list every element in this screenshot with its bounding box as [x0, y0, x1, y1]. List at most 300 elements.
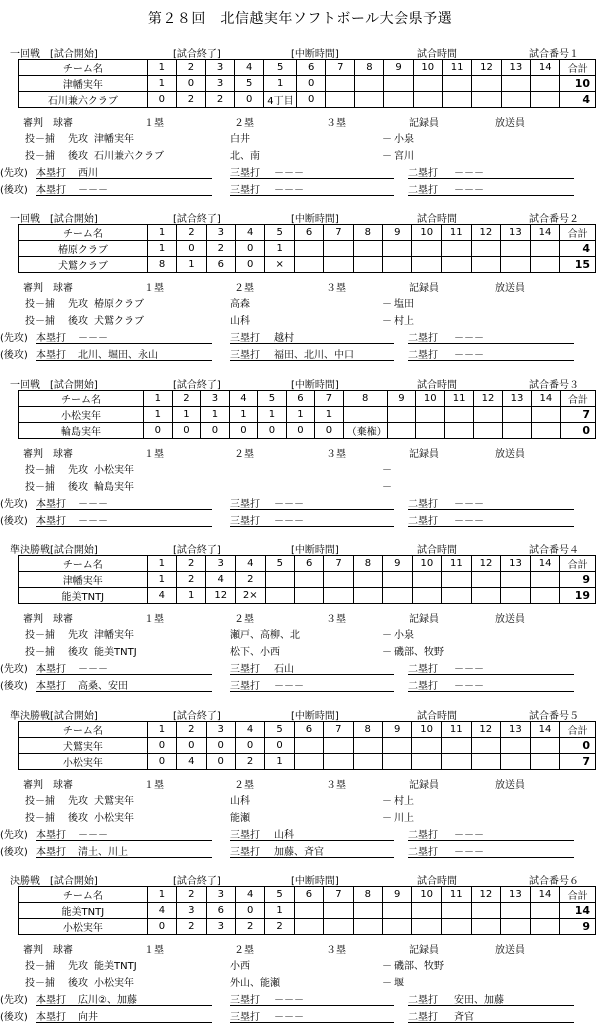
inning-score: [326, 92, 355, 108]
game-block: [0, 706, 596, 868]
team-score-row: [19, 241, 596, 257]
inning-header: 11: [442, 60, 471, 76]
first-catcher: 村上: [394, 796, 414, 807]
inning-header: 5: [265, 556, 294, 572]
inning-score: [471, 919, 501, 935]
first-pitchers: 白井: [230, 134, 250, 145]
inning-header: 1: [144, 391, 173, 407]
inning-score: 3: [206, 919, 235, 935]
inning-score: [382, 738, 411, 754]
team-score-row: [19, 903, 596, 919]
inning-score: [530, 257, 560, 273]
inning-score: [382, 754, 411, 770]
inning-score: [353, 241, 382, 257]
umpire-row: [6, 776, 596, 791]
game-block: [0, 44, 596, 206]
game-number: 試合番号３: [529, 380, 579, 391]
inning-score: [471, 588, 501, 604]
inning-header: 13: [501, 225, 531, 241]
team-name: 津幡実年: [19, 572, 148, 588]
triple-label: 三塁打: [230, 681, 260, 692]
inning-score: [413, 92, 442, 108]
duration-label: 試合時間: [417, 380, 457, 391]
total-header: 合計: [560, 225, 596, 241]
home-run-label: 本塁打: [36, 830, 66, 841]
inning-score: [442, 257, 472, 273]
inning-header: 6: [294, 887, 323, 903]
team-score-row: [19, 423, 596, 439]
double-label: 二塁打: [408, 847, 438, 858]
inning-score: [531, 76, 560, 92]
second-pitchers: 松下、小西: [230, 647, 280, 658]
total-header: 合計: [560, 887, 596, 903]
inning-score: 1: [147, 572, 176, 588]
end-label: [試合終了]: [173, 545, 221, 556]
announcer-label: 放送員: [495, 283, 525, 294]
second-doubles: 斉官: [454, 1012, 474, 1023]
second-doubles: －－－: [454, 350, 484, 361]
battery-dash: －: [382, 630, 392, 641]
second-triples: 福田、北川、中口: [274, 350, 354, 361]
inning-score: [442, 588, 472, 604]
second-catcher: 堰: [394, 978, 404, 989]
recorder-label: 記録員: [409, 945, 439, 956]
second-team-name: 小松実年: [94, 978, 134, 989]
base1-label: １塁: [144, 780, 164, 791]
inning-score: 1: [147, 76, 176, 92]
inning-score: [294, 919, 323, 935]
team-name: 犬鷲実年: [19, 738, 148, 754]
inning-score: 0: [147, 738, 176, 754]
inning-score: [382, 919, 411, 935]
battery-label: 投－捕: [25, 299, 55, 310]
triple-label: 三塁打: [230, 830, 260, 841]
inning-header: 12: [471, 722, 501, 738]
underline: [408, 178, 574, 179]
underline: [408, 1022, 574, 1023]
end-label: [試合終了]: [173, 49, 221, 60]
battery-label: 投－捕: [25, 316, 55, 327]
game-number: 試合番号２: [529, 214, 579, 225]
inning-score: （棄権）: [343, 423, 387, 439]
team-total: 19: [560, 588, 596, 604]
inning-score: [294, 903, 323, 919]
home-run-label: 本塁打: [36, 168, 66, 179]
inning-score: [353, 903, 382, 919]
inning-score: [531, 407, 560, 423]
base3-label: ３塁: [326, 283, 346, 294]
duration-label: 試合時間: [417, 711, 457, 722]
inning-header: 9: [382, 722, 411, 738]
inning-score: [412, 754, 442, 770]
first-home-runs: －－－: [78, 664, 108, 675]
inning-score: ×: [265, 257, 294, 273]
start-label: [試合開始]: [50, 545, 98, 556]
base2-label: ２塁: [234, 780, 254, 791]
inning-score: [530, 903, 560, 919]
start-label: [試合開始]: [50, 214, 98, 225]
inning-score: 0: [147, 919, 176, 935]
announcer-label: 放送員: [495, 780, 525, 791]
first-team-name: 小松実年: [94, 465, 134, 476]
team-name: 小松実年: [19, 407, 144, 423]
team-score-row: [19, 572, 596, 588]
second-home-runs: 清土、川上: [78, 847, 128, 858]
inning-score: [324, 754, 353, 770]
inning-header: 3: [201, 391, 230, 407]
base2-label: ２塁: [234, 118, 254, 129]
umpire-row: [6, 445, 596, 460]
inning-header: 4: [235, 60, 264, 76]
second-team-name: 能美TNTJ: [94, 647, 137, 658]
inning-header: 3: [206, 225, 235, 241]
double-label: 二塁打: [408, 830, 438, 841]
end-label: [試合終了]: [173, 876, 221, 887]
team-total: 7: [560, 754, 596, 770]
battery-dash: －: [382, 978, 392, 989]
inning-score: [530, 754, 560, 770]
base3-label: ３塁: [326, 614, 346, 625]
second-pitchers: 能瀬: [230, 813, 250, 824]
underline: [36, 840, 212, 841]
first-triples: －－－: [274, 995, 304, 1006]
double-label: 二塁打: [408, 350, 438, 361]
inning-score: 0: [258, 423, 287, 439]
home-run-label: 本塁打: [36, 350, 66, 361]
inning-score: [353, 919, 382, 935]
inning-score: [501, 572, 531, 588]
inning-score: 2: [176, 92, 205, 108]
battery-label: 投－捕: [25, 813, 55, 824]
inning-score: [324, 588, 353, 604]
underline: [230, 1005, 394, 1006]
inning-score: 0: [297, 92, 326, 108]
inning-score: [501, 754, 531, 770]
team-name: 犬鷲クラブ: [19, 257, 148, 273]
inning-score: 3: [205, 76, 234, 92]
inning-score: [471, 241, 501, 257]
inning-score: [384, 76, 413, 92]
umpire-row: [6, 279, 596, 294]
inning-score: 0: [236, 257, 265, 273]
first-attack-label: 先攻: [68, 796, 88, 807]
game-block: [0, 209, 596, 371]
umpire-label: 審判 球審: [23, 449, 73, 460]
game-number: 試合番号５: [529, 711, 579, 722]
battery-first-row: [6, 792, 596, 807]
inning-score: [501, 92, 530, 108]
scoreboard-header-row: [19, 225, 596, 241]
inning-header: 13: [503, 391, 532, 407]
inning-score: [294, 588, 323, 604]
duration-label: 試合時間: [417, 545, 457, 556]
battery-second-row: [6, 643, 596, 658]
first-home-runs: －－－: [78, 333, 108, 344]
base3-label: ３塁: [326, 780, 346, 791]
underline: [408, 195, 574, 196]
base2-label: ２塁: [234, 614, 254, 625]
home-run-label: 本塁打: [36, 664, 66, 675]
battery-dash: －: [382, 961, 392, 972]
inning-score: 4: [206, 572, 236, 588]
inning-score: [471, 903, 501, 919]
game-header: [6, 706, 596, 720]
base2-label: ２塁: [234, 283, 254, 294]
inning-header: 11: [441, 887, 471, 903]
inning-score: 1: [265, 241, 294, 257]
inning-score: 4丁目: [264, 92, 297, 108]
underline: [230, 857, 394, 858]
second-attack-label: 後攻: [68, 482, 88, 493]
round-label: 決勝戦: [10, 876, 40, 887]
inning-score: 1: [177, 588, 206, 604]
inning-header: 10: [416, 391, 445, 407]
base1-label: １塁: [144, 449, 164, 460]
team-total: 4: [560, 241, 596, 257]
inning-score: 4: [177, 754, 206, 770]
underline: [36, 674, 212, 675]
first-doubles: －－－: [454, 830, 484, 841]
first-home-runs: 広川②、加藤: [78, 995, 137, 1006]
inning-score: [324, 919, 353, 935]
second-doubles: －－－: [454, 185, 484, 196]
inning-header: 14: [531, 391, 560, 407]
first-team-name: 津幡実年: [94, 134, 134, 145]
triple-label: 三塁打: [230, 168, 260, 179]
inning-score: [501, 919, 531, 935]
duration-label: 試合時間: [417, 49, 457, 60]
inning-header: 3: [206, 722, 235, 738]
home-run-label: 本塁打: [36, 185, 66, 196]
start-label: [試合開始]: [50, 876, 98, 887]
inning-score: [413, 76, 442, 92]
total-header: 合計: [560, 60, 596, 76]
umpire-label: 審判 球審: [23, 945, 73, 956]
inning-header: 9: [383, 556, 412, 572]
second-attack-label: 後攻: [68, 647, 88, 658]
inning-score: 1: [201, 407, 230, 423]
inning-header: 12: [471, 887, 501, 903]
inning-header: 1: [147, 60, 176, 76]
first-attack-label: 先攻: [68, 465, 88, 476]
inning-score: [353, 588, 382, 604]
team-score-row: [19, 76, 596, 92]
underline: [36, 1022, 212, 1023]
battery-first-row: [6, 130, 596, 145]
underline: [230, 195, 394, 196]
second-home-runs: －－－: [78, 516, 108, 527]
inning-score: 2: [235, 572, 265, 588]
game-header: [6, 44, 596, 58]
round-label: 一回戦: [10, 380, 40, 391]
inning-header: 10: [412, 556, 442, 572]
first-triples: 越村: [274, 333, 294, 344]
underline: [36, 857, 212, 858]
interrupt-label: [中断時間]: [291, 380, 339, 391]
base1-label: １塁: [144, 614, 164, 625]
inning-header: 2: [177, 887, 206, 903]
inning-header: 5: [265, 722, 294, 738]
second-home-runs: 高桑、安田: [78, 681, 128, 692]
duration-label: 試合時間: [417, 876, 457, 887]
first-hits-row: [0, 495, 596, 510]
inning-score: [353, 738, 382, 754]
inning-score: [445, 407, 474, 423]
inning-header: 13: [501, 722, 531, 738]
first-home-runs: 西川: [78, 168, 98, 179]
first-hits-row: [0, 329, 596, 344]
scoreboard-table: [18, 224, 596, 273]
inning-score: [501, 241, 531, 257]
first-tag: (先攻): [0, 499, 28, 510]
second-doubles: －－－: [454, 847, 484, 858]
underline: [408, 1005, 574, 1006]
inning-header: 9: [382, 887, 411, 903]
inning-score: [412, 903, 442, 919]
underline: [408, 691, 574, 692]
first-doubles: －－－: [454, 499, 484, 510]
battery-label: 投－捕: [25, 961, 55, 972]
home-run-label: 本塁打: [36, 681, 66, 692]
round-label: 一回戦: [10, 214, 40, 225]
inning-header: 14: [530, 225, 560, 241]
inning-score: 5: [235, 76, 264, 92]
first-tag: (先攻): [0, 830, 28, 841]
inning-score: 8: [147, 257, 176, 273]
team-score-row: [19, 92, 596, 108]
inning-score: 0: [236, 241, 265, 257]
inning-score: [501, 76, 530, 92]
base1-label: １塁: [144, 118, 164, 129]
start-label: [試合開始]: [50, 49, 98, 60]
second-triples: －－－: [274, 1012, 304, 1023]
team-score-row: [19, 754, 596, 770]
end-label: [試合終了]: [173, 214, 221, 225]
second-attack-label: 後攻: [68, 813, 88, 824]
team-name-header: チーム名: [19, 556, 148, 572]
underline: [36, 178, 212, 179]
scoreboard-table: [18, 390, 596, 439]
announcer-label: 放送員: [495, 118, 525, 129]
second-doubles: －－－: [454, 516, 484, 527]
first-attack-label: 先攻: [68, 134, 88, 145]
team-total: 0: [560, 738, 596, 754]
second-triples: －－－: [274, 185, 304, 196]
home-run-label: 本塁打: [36, 995, 66, 1006]
inning-score: 0: [147, 92, 176, 108]
second-catcher: 宮川: [394, 151, 414, 162]
inning-score: [442, 92, 471, 108]
inning-score: 1: [264, 76, 297, 92]
base2-label: ２塁: [234, 945, 254, 956]
first-triples: －－－: [274, 168, 304, 179]
inning-header: 5: [264, 60, 297, 76]
second-team-name: 小松実年: [94, 813, 134, 824]
inning-score: [416, 407, 445, 423]
inning-header: 12: [471, 225, 501, 241]
inning-score: [530, 241, 560, 257]
team-name: 小松実年: [19, 754, 148, 770]
inning-score: 2: [235, 754, 264, 770]
first-catcher: 小泉: [394, 630, 414, 641]
team-score-row: [19, 738, 596, 754]
inning-score: [412, 738, 442, 754]
scoreboard-table: [18, 555, 596, 604]
inning-score: [353, 257, 382, 273]
underline: [408, 840, 574, 841]
scoreboard-table: [18, 59, 596, 108]
inning-score: [383, 572, 412, 588]
inning-score: [530, 738, 560, 754]
inning-score: [471, 754, 501, 770]
inning-score: [471, 572, 501, 588]
second-hits-row: [0, 677, 596, 692]
inning-header: 12: [472, 60, 501, 76]
inning-score: [531, 92, 560, 108]
scoreboard-header-row: [19, 722, 596, 738]
underline: [230, 840, 394, 841]
inning-score: [265, 572, 294, 588]
inning-score: [355, 92, 384, 108]
inning-header: 7: [326, 60, 355, 76]
home-run-label: 本塁打: [36, 1012, 66, 1023]
inning-header: 1: [147, 887, 176, 903]
second-tag: (後攻): [0, 516, 28, 527]
inning-header: 8: [353, 556, 382, 572]
second-tag: (後攻): [0, 185, 28, 196]
double-label: 二塁打: [408, 168, 438, 179]
inning-score: [503, 407, 532, 423]
battery-label: 投－捕: [25, 134, 55, 145]
announcer-label: 放送員: [495, 945, 525, 956]
inning-header: 8: [353, 225, 382, 241]
scoreboard-table: [18, 886, 596, 935]
home-run-label: 本塁打: [36, 516, 66, 527]
scoreboard-table: [18, 721, 596, 770]
inning-score: [471, 257, 501, 273]
double-label: 二塁打: [408, 499, 438, 510]
inning-score: [383, 257, 412, 273]
inning-score: [474, 407, 503, 423]
end-label: [試合終了]: [173, 711, 221, 722]
inning-score: 2×: [235, 588, 265, 604]
first-hits-row: [0, 164, 596, 179]
second-home-runs: 向井: [78, 1012, 98, 1023]
triple-label: 三塁打: [230, 847, 260, 858]
inning-score: 1: [265, 903, 294, 919]
first-pitchers: 小西: [230, 961, 250, 972]
base3-label: ３塁: [326, 449, 346, 460]
inning-header: 8: [353, 722, 382, 738]
second-catcher: 村上: [394, 316, 414, 327]
inning-header: 2: [177, 722, 206, 738]
team-score-row: [19, 588, 596, 604]
total-header: 合計: [560, 722, 596, 738]
umpire-label: 審判 球審: [23, 780, 73, 791]
game-header: [6, 375, 596, 389]
team-name: 輪島実年: [19, 423, 144, 439]
inning-header: 5: [265, 887, 294, 903]
inning-score: 1: [286, 407, 315, 423]
underline: [36, 526, 212, 527]
recorder-label: 記録員: [409, 449, 439, 460]
second-attack-label: 後攻: [68, 151, 88, 162]
inning-score: [441, 903, 471, 919]
inning-header: 4: [235, 722, 264, 738]
inning-header: 14: [531, 60, 560, 76]
inning-score: [441, 919, 471, 935]
inning-score: [353, 572, 382, 588]
